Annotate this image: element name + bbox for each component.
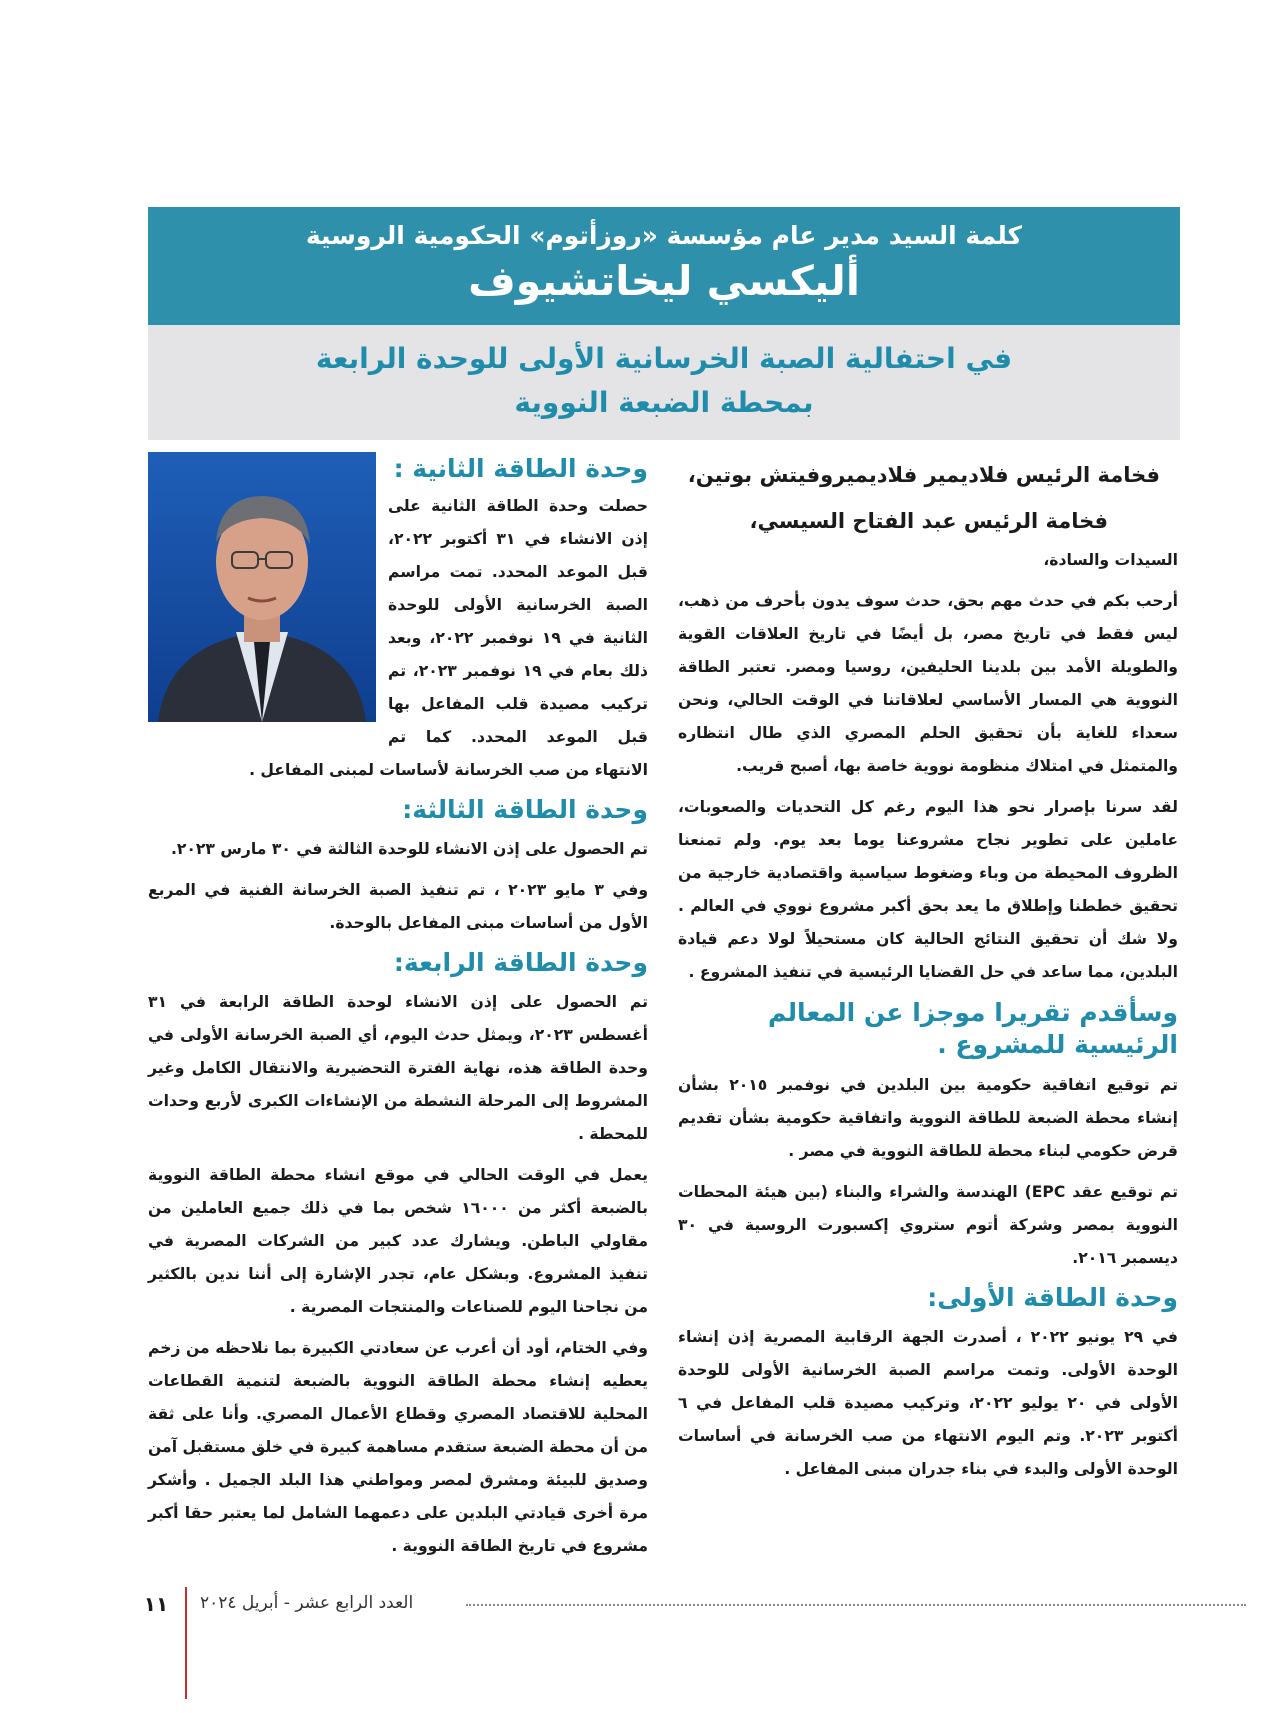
report-heading: وسأقدم تقريرا موجزا عن المعالم الرئيسية للمشروع .	[768, 998, 1178, 1059]
footer-red-rule	[185, 1587, 187, 1699]
title-band	[148, 207, 1180, 325]
paragraph-unit1: في ٢٩ يونيو ٢٠٢٢ ، أصدرت الجهة الرقابية المصرية إذن إنشاء الوحدة الأولى. وتمت مراسم الصبة الخرسانية الأولى للوحدة الأولى في ٢٠ يوليو ٢٠٢٢، وتركيب مصيدة قلب المفاعل في ٦ أكتوبر ٢٠٢٣. وتم اليوم الانتهاء من صب الخرسانة في أساسات الوحدة الأولى والبدء في بناء جدران مبنى المفاعل .	[678, 1328, 1178, 1478]
unit1-heading: وحدة الطاقة الأولى:	[927, 1283, 1178, 1312]
left-column	[148, 490, 648, 1571]
paragraph-unit4: تم الحصول على إذن الانشاء لوحدة الطاقة الرابعة في ٣١ أغسطس ٢٠٢٣، ويمثل حدث اليوم، أي الصبة الخرسانة الأولى في وحدة الطاقة هذه، نهاية الفترة التحضيرية والانتقال الكامل وغير المشروط إلى المرحلة النشطة من الإنشاءات الكبرى لأربع وحدات للمحطة .	[148, 993, 648, 1143]
unit3-heading: وحدة الطاقة الثالثة:	[402, 795, 648, 824]
subtitle-band	[148, 325, 1180, 440]
paragraph-workforce: يعمل في الوقت الحالي في موقع انشاء محطة الطاقة النووية بالضبعة أكثر من ١٦٠٠٠ شخص بما في ذلك جميع العاملين من مقاولي الباطن. ويشارك عدد كبير من الشركات المصرية في تنفيذ المشروع. وبشكل عام، تجدر الإشارة إلى أننا ندين بالكثير من نجاحنا اليوم للصناعات والمنتجات المصرية .	[148, 1166, 648, 1316]
paragraph-welcome: أرحب بكم في حدث مهم بحق، حدث سوف يدون بأحرف من ذهب، ليس فقط في تاريخ مصر، بل أيضًا في تاريخ العلاقات القوية والطويلة الأمد بين بلدينا الحليفين، روسيا ومصر. تعتبر الطاقة النووية هي المسار الأساسي لعلاقاتنا في الوقت الحالي، ونحن سعداء للغاية بأن تحقيق الحلم المصري الذي طال انتظاره والمتمثل في امتلاك منظومة نووية خاصة بها، أصبح قريب.	[678, 592, 1178, 775]
paragraph-progress: لقد سرنا بإصرار نحو هذا اليوم رغم كل التحديات والصعوبات، عاملين على تطوير نجاح مشروعنا يوما بعد يوم. ولم تمنعنا الظروف المحيطة من وباء وضغوط سياسية واقتصادية خارجية من تحقيق خططنا وإطلاق ما يعد بحق أكبر مشروع نووي في العالم . ولا شك أن تحقيق النتائج الحالية كان مستحيلاً لولا دعم قيادة البلدين، مما ساعد في حل القضايا الرئيسية في تنفيذ المشروع .	[678, 798, 1178, 981]
unit4-heading: وحدة الطاقة الرابعة:	[393, 948, 648, 977]
paragraph-closing: وفي الختام، أود أن أعرب عن سعادتي الكبيرة بما نلاحظه من زخم يعطيه إنشاء محطة الطاقة النووية بالضبعة لتنمية القطاعات المحلية للاقتصاد المصري وقطاع الأعمال المصري. وأنا على ثقة من أن محطة الضبعة ستقدم مساهمة كبيرة في خلق مستقبل آمن وصديق للبيئة ومشرق لمصر ومواطني هذا البلد الجميل . وأشكر مرة أخرى قيادتي البلدين على دعمهما الشامل لما يعتبر حقا أكبر مشروع في تاريخ الطاقة النووية .	[148, 1339, 648, 1555]
paragraph-epc: تم توقيع عقد EPC) الهندسة والشراء والبناء (بين هيئة المحطات النووية بمصر وشركة أتوم ستروي إكسبورت الروسية في ٣٠ ديسمبر ٢٠١٦.	[678, 1183, 1178, 1267]
paragraph-unit3-permit: تم الحصول على إذن الانشاء للوحدة الثالثة في ٣٠ مارس ٢٠٢٣.	[170, 840, 648, 858]
paragraph-unit2: حصلت وحدة الطاقة الثانية على إذن الانشاء في ٣١ أكتوبر ٢٠٢٢، قبل الموعد المحدد. تمت مراسم الصبة الخرسانية الأولى للوحدة الثانية في ١٩ نوفمبر ٢٠٢٢، وبعد ذلك بعام في ١٩ نوفمبر ٢٠٢٣، تم تركيب مصيدة قلب المفاعل بها قبل الموعد المحدد. كما تم الانتهاء من صب الخرسانة لأساسات لمبنى المفاعل .	[249, 497, 649, 779]
subtitle-line-2: بمحطة الضبعة النووية	[514, 386, 814, 419]
issue-label: العدد الرابع عشر - أبريل ٢٠٢٤	[200, 1593, 414, 1613]
paragraph-unit3-pour: وفي ٣ مايو ٢٠٢٣ ، تم تنفيذ الصبة الخرسانة الفنية في المربع الأول من أساسات مبنى المفاعل بالوحدة.	[148, 881, 649, 932]
page-number: ١١	[143, 1592, 169, 1616]
unit2-section	[388, 452, 648, 492]
right-column	[678, 452, 1178, 1494]
salutation-putin: فخامة الرئيس فلاديمير فلاديميروفيتش بوتين،	[687, 463, 1160, 487]
unit2-heading: وحدة الطاقة الثانية :	[393, 454, 648, 483]
footer-dotted-rule	[466, 1604, 1246, 1606]
salutation-sisi: فخامة الرئيس عبد الفتاح السيسي،	[749, 509, 1108, 533]
photo-spacer	[148, 490, 388, 734]
subtitle-line-1: في احتفالية الصبة الخرسانية الأولى للوحدة الرابعة	[315, 342, 1013, 375]
speech-title: كلمة السيد مدير عام مؤسسة «روزأتوم» الحكومية الروسية	[305, 221, 1023, 250]
greeting: السيدات والسادة،	[1043, 551, 1178, 569]
paragraph-agreement: تم توقيع اتفاقية حكومية بين البلدين في نوفمبر ٢٠١٥ بشأن إنشاء محطة الضبعة للطاقة النووية واتفاقية حكومية بشأن تقديم قرض حكومي لبناء محطة للطاقة النووية في مصر .	[678, 1076, 1178, 1160]
speaker-name: أليكسي ليخاتشيوف	[468, 257, 860, 305]
